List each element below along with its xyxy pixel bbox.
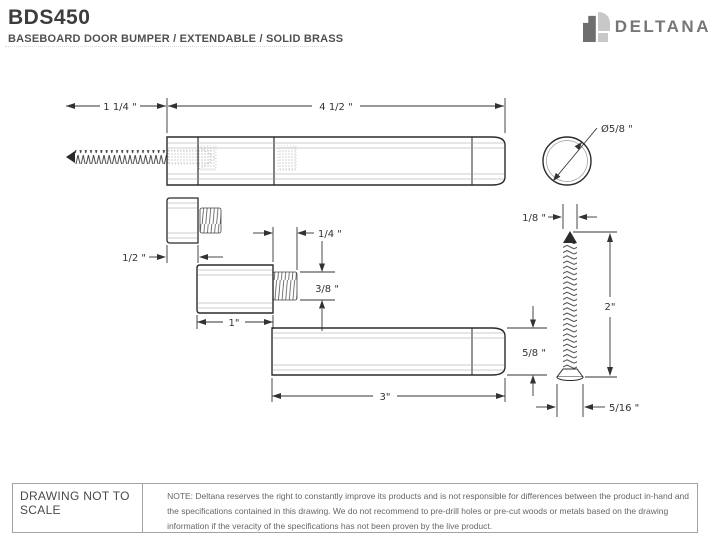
note-line-3: information if the veracity of the specifications has not been proven by the live product. — [167, 521, 493, 531]
product-subtitle: BASEBOARD DOOR BUMPER / EXTENDABLE / SOLID BRASS — [8, 33, 344, 45]
dim-bar-height: 5/8 " — [522, 348, 546, 359]
dim-body-length: 4 1/2 " — [319, 102, 353, 113]
dim-cap-width: 1/2 " — [122, 253, 146, 264]
dim-screw-head-lines — [536, 384, 605, 417]
barrel-piece — [197, 265, 297, 313]
screw-thread-shaft — [563, 243, 577, 369]
note-line-2: the specifications contained in this drawing. We do not recommend to pre-drill holes or pre-cut woods or metals based on the drawing — [167, 506, 669, 516]
hidden-screw-head — [198, 146, 216, 170]
footer-box — [12, 483, 698, 533]
dim-stud-length: 1/4 " — [318, 229, 342, 240]
screw-threads — [75, 150, 167, 164]
base-bar — [272, 328, 505, 375]
top-assembly — [66, 137, 505, 185]
dim-screw-shaft-lines — [548, 204, 597, 229]
note-cell — [143, 484, 697, 532]
base-bar-body — [272, 328, 505, 375]
dim-stud-diameter: 3/8 " — [315, 284, 339, 295]
dim-bar-length: 3" — [379, 392, 391, 403]
scale-note: DRAWING NOT TO SCALE — [20, 489, 130, 517]
dim-diameter: Ø5/8 " — [601, 124, 633, 135]
mounting-screw — [557, 231, 583, 381]
screw-head — [557, 369, 583, 377]
dim-screw-height: 2" — [604, 302, 616, 313]
dim-stud-length-lines — [253, 227, 314, 270]
dim-barrel-length: 1" — [228, 318, 240, 329]
scale-cell — [13, 484, 143, 532]
screw-tip — [66, 151, 75, 163]
cap-stud-threads — [200, 208, 221, 233]
cap-piece — [167, 198, 221, 243]
page-title: BDS450 — [8, 6, 91, 29]
bumper-body — [167, 137, 505, 185]
diameter-view — [543, 128, 597, 185]
hidden-stud-end — [278, 146, 296, 170]
note-line-1: NOTE: Deltana reserves the right to constantly improve its products and is not responsible for differences between the product in-hand and — [167, 491, 689, 501]
barrel-stud-threads — [273, 272, 297, 300]
screw-point — [563, 231, 577, 243]
dim-cap-width-lines — [149, 245, 223, 263]
dim-screw-shaft: 1/8 " — [522, 213, 546, 224]
barrel-body — [197, 265, 273, 313]
dim-screw-head: 5/16 " — [609, 403, 640, 414]
dim-screw-length: 1 1/4 " — [103, 102, 137, 113]
cap-body — [167, 198, 198, 243]
brand-name: DELTANA — [614, 16, 711, 36]
